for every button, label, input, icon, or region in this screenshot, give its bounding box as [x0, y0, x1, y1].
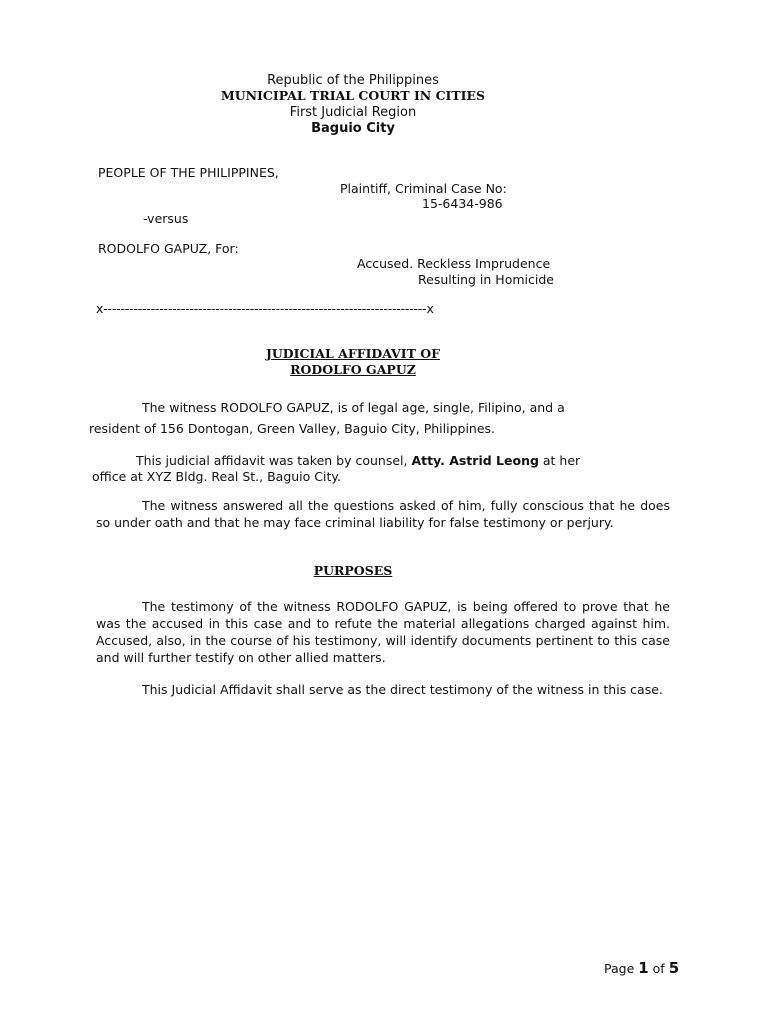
plaintiff-name: PEOPLE OF THE PHILIPPINES,	[98, 165, 279, 180]
counsel-intro-text: This judicial affidavit was taken by counsel,	[136, 453, 412, 468]
counsel-after-text: at her	[538, 453, 581, 468]
purposes-paragraph-1: The testimony of the witness RODOLFO GAPUZ, is being offered to prove that he was the accused in this case and to refute the material allegations charged against him. Accused, also, in the course of his testimony, will identify documents pertinent to this case and will further testify on other allied matters.	[96, 599, 670, 665]
page-current: 1	[638, 959, 649, 977]
intro-paragraph-2-line-1	[136, 452, 580, 469]
case-number: 15-6434-986	[422, 196, 503, 211]
page-of-label: of	[648, 961, 669, 976]
page-number	[604, 960, 679, 977]
plaintiff-role: Plaintiff, Criminal Case No:	[340, 181, 507, 196]
offense-line: Resulting in Homicide	[418, 272, 554, 287]
court-city: Baguio City	[311, 121, 395, 136]
witness-oath-paragraph: The witness answered all the questions asked of him, fully conscious that he does so under oath and that he may face criminal liability for false testimony or perjury.	[96, 498, 670, 530]
accused-role: Accused. Reckless Imprudence	[357, 256, 551, 271]
accused-name: RODOLFO GAPUZ, For:	[98, 241, 239, 256]
affidavit-subject: RODOLFO GAPUZ	[290, 362, 416, 377]
intro-paragraph-1-line-1: The witness RODOLFO GAPUZ, is of legal age, single, Filipino, and a	[142, 400, 565, 415]
purposes-heading: PURPOSES	[313, 563, 393, 578]
republic-line: Republic of the Philippines	[267, 73, 439, 88]
purposes-paragraph-2: This Judicial Affidavit shall serve as the direct testimony of the witness in this case.	[142, 682, 663, 697]
intro-paragraph-1-line-2: resident of 156 Dontogan, Green Valley, Baguio City, Philippines.	[89, 421, 496, 436]
court-name: MUNICIPAL TRIAL COURT IN CITIES	[220, 88, 486, 103]
intro-paragraph-2-line-2: office at XYZ Bldg. Real St., Baguio City.	[92, 469, 341, 484]
versus-label: -versus	[143, 211, 189, 226]
page-total: 5	[668, 959, 680, 977]
counsel-name: Atty. Astrid Leong	[411, 453, 539, 468]
page-label: Page	[604, 961, 639, 976]
affidavit-title: JUDICIAL AFFIDAVIT OF	[265, 346, 441, 361]
caption-separator: x---------------------------------------------------------------------------x	[96, 301, 434, 316]
judicial-region: First Judicial Region	[289, 105, 417, 120]
